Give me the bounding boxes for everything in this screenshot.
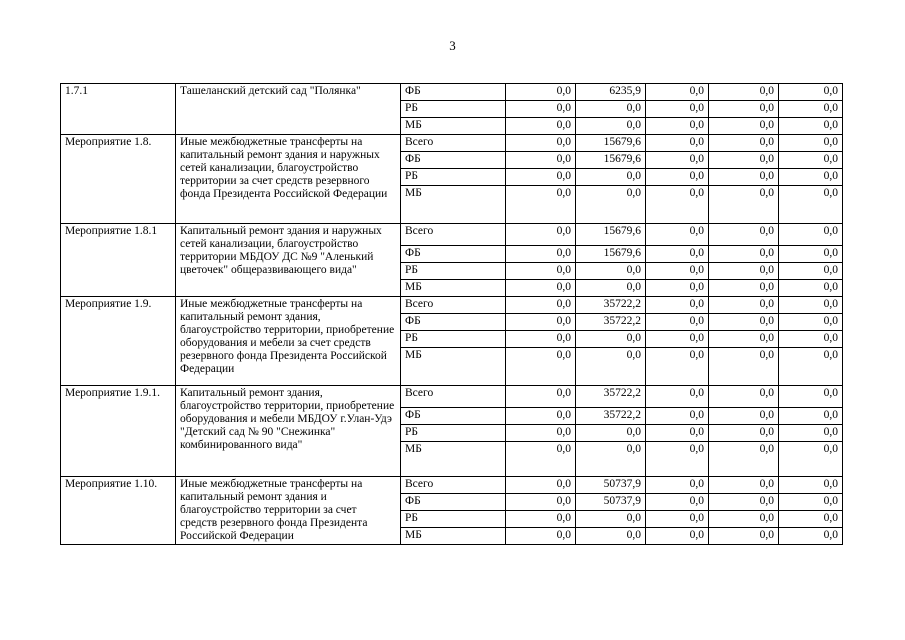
amount-cell: 0,0 [709, 135, 779, 152]
amount-cell: 0,0 [646, 152, 709, 169]
amount-cell: 0,0 [779, 280, 843, 297]
amount-cell: 0,0 [709, 511, 779, 528]
amount-cell: 0,0 [506, 118, 576, 135]
amount-cell: 50737,9 [576, 494, 646, 511]
amount-cell: 0,0 [709, 280, 779, 297]
amount-cell: 0,0 [576, 263, 646, 280]
amount-cell: 0,0 [779, 528, 843, 545]
amount-cell: 0,0 [779, 186, 843, 224]
amount-cell: 0,0 [709, 152, 779, 169]
activity-name-cell: Иные межбюджетные трансферты на капитальный ремонт здания и благоустройство территории за счет средств резервного фонда Президента Российской Федерации [176, 477, 401, 545]
amount-cell: 0,0 [709, 263, 779, 280]
amount-cell: 0,0 [576, 331, 646, 348]
funding-source-cell: МБ [401, 348, 506, 386]
funding-source-cell: РБ [401, 101, 506, 118]
amount-cell: 0,0 [506, 135, 576, 152]
activity-code-cell: Мероприятие 1.10. [61, 477, 176, 545]
amount-cell: 35722,2 [576, 297, 646, 314]
budget-table [60, 83, 843, 545]
table-row [61, 224, 843, 246]
amount-cell: 15679,6 [576, 224, 646, 246]
amount-cell: 0,0 [779, 101, 843, 118]
funding-source-cell: Всего [401, 477, 506, 494]
amount-cell: 0,0 [576, 169, 646, 186]
amount-cell: 0,0 [576, 280, 646, 297]
activity-code-cell: Мероприятие 1.8. [61, 135, 176, 224]
amount-cell: 0,0 [779, 494, 843, 511]
amount-cell: 6235,9 [576, 84, 646, 101]
amount-cell: 0,0 [646, 224, 709, 246]
amount-cell: 0,0 [646, 442, 709, 477]
amount-cell: 0,0 [576, 348, 646, 386]
amount-cell: 0,0 [779, 511, 843, 528]
funding-source-cell: ФБ [401, 246, 506, 263]
amount-cell: 0,0 [709, 494, 779, 511]
amount-cell: 0,0 [506, 314, 576, 331]
amount-cell: 0,0 [779, 135, 843, 152]
amount-cell: 0,0 [646, 169, 709, 186]
amount-cell: 15679,6 [576, 135, 646, 152]
amount-cell: 0,0 [506, 152, 576, 169]
amount-cell: 0,0 [646, 408, 709, 425]
amount-cell: 0,0 [709, 425, 779, 442]
amount-cell: 0,0 [709, 224, 779, 246]
amount-cell: 0,0 [576, 511, 646, 528]
amount-cell: 35722,2 [576, 314, 646, 331]
amount-cell: 0,0 [576, 425, 646, 442]
amount-cell: 0,0 [646, 425, 709, 442]
amount-cell: 0,0 [709, 408, 779, 425]
activity-name-cell: Капитальный ремонт здания и наружных сетей канализации, благоустройство территории МБДОУ ДС №9 "Аленький цветочек" общеразвивающего вида" [176, 224, 401, 297]
amount-cell: 0,0 [709, 442, 779, 477]
amount-cell: 0,0 [506, 263, 576, 280]
amount-cell: 0,0 [779, 169, 843, 186]
amount-cell: 0,0 [646, 348, 709, 386]
amount-cell: 0,0 [779, 442, 843, 477]
funding-source-cell: Всего [401, 386, 506, 408]
amount-cell: 0,0 [576, 442, 646, 477]
amount-cell: 0,0 [576, 528, 646, 545]
budget-table-body [61, 84, 843, 545]
amount-cell: 0,0 [709, 246, 779, 263]
activity-name-cell: Иные межбюджетные трансферты на капитальный ремонт здания и наружных сетей канализации, благоустройство территории за счет средств резервного фонда Президента Российской Федерации [176, 135, 401, 224]
table-row [61, 386, 843, 408]
amount-cell: 0,0 [506, 386, 576, 408]
amount-cell: 0,0 [779, 477, 843, 494]
amount-cell: 0,0 [779, 348, 843, 386]
amount-cell: 35722,2 [576, 408, 646, 425]
amount-cell: 0,0 [779, 263, 843, 280]
funding-source-cell: РБ [401, 425, 506, 442]
funding-source-cell: РБ [401, 169, 506, 186]
amount-cell: 0,0 [779, 425, 843, 442]
amount-cell: 0,0 [646, 477, 709, 494]
funding-source-cell: ФБ [401, 408, 506, 425]
amount-cell: 0,0 [646, 263, 709, 280]
amount-cell: 0,0 [779, 84, 843, 101]
amount-cell: 0,0 [709, 186, 779, 224]
amount-cell: 0,0 [779, 408, 843, 425]
amount-cell: 0,0 [506, 169, 576, 186]
amount-cell: 0,0 [506, 331, 576, 348]
funding-source-cell: ФБ [401, 494, 506, 511]
activity-code-cell: Мероприятие 1.9.1. [61, 386, 176, 477]
amount-cell: 0,0 [506, 224, 576, 246]
funding-source-cell: МБ [401, 186, 506, 224]
amount-cell: 0,0 [646, 186, 709, 224]
amount-cell: 0,0 [709, 118, 779, 135]
activity-name-cell: Иные межбюджетные трансферты на капитальный ремонт здания, благоустройство территории, приобретение оборудования и мебели за счет средств резервного фонда Президента Российской Федерации [176, 297, 401, 386]
amount-cell: 0,0 [506, 101, 576, 118]
amount-cell: 0,0 [506, 280, 576, 297]
amount-cell: 0,0 [506, 494, 576, 511]
amount-cell: 0,0 [506, 442, 576, 477]
amount-cell: 0,0 [646, 528, 709, 545]
amount-cell: 15679,6 [576, 152, 646, 169]
amount-cell: 0,0 [646, 84, 709, 101]
amount-cell: 0,0 [576, 118, 646, 135]
amount-cell: 0,0 [709, 348, 779, 386]
activity-code-cell: 1.7.1 [61, 84, 176, 135]
amount-cell: 0,0 [506, 84, 576, 101]
amount-cell: 0,0 [576, 101, 646, 118]
amount-cell: 0,0 [646, 118, 709, 135]
amount-cell: 0,0 [506, 297, 576, 314]
amount-cell: 0,0 [506, 186, 576, 224]
amount-cell: 0,0 [779, 331, 843, 348]
funding-source-cell: МБ [401, 442, 506, 477]
amount-cell: 35722,2 [576, 386, 646, 408]
table-row [61, 84, 843, 101]
amount-cell: 0,0 [709, 169, 779, 186]
amount-cell: 0,0 [646, 386, 709, 408]
amount-cell: 0,0 [779, 297, 843, 314]
activity-code-cell: Мероприятие 1.9. [61, 297, 176, 386]
page-number: 3 [449, 38, 456, 53]
amount-cell: 0,0 [709, 101, 779, 118]
funding-source-cell: РБ [401, 263, 506, 280]
amount-cell: 0,0 [506, 246, 576, 263]
funding-source-cell: Всего [401, 135, 506, 152]
amount-cell: 0,0 [709, 477, 779, 494]
funding-source-cell: МБ [401, 280, 506, 297]
amount-cell: 0,0 [709, 386, 779, 408]
funding-source-cell: РБ [401, 331, 506, 348]
amount-cell: 0,0 [646, 135, 709, 152]
amount-cell: 0,0 [646, 246, 709, 263]
table-row [61, 477, 843, 494]
amount-cell: 0,0 [709, 331, 779, 348]
table-row [61, 135, 843, 152]
amount-cell: 0,0 [506, 408, 576, 425]
amount-cell: 0,0 [646, 511, 709, 528]
amount-cell: 0,0 [779, 152, 843, 169]
amount-cell: 15679,6 [576, 246, 646, 263]
funding-source-cell: МБ [401, 528, 506, 545]
amount-cell: 0,0 [506, 528, 576, 545]
amount-cell: 0,0 [779, 118, 843, 135]
amount-cell: 0,0 [646, 297, 709, 314]
amount-cell: 0,0 [709, 297, 779, 314]
funding-source-cell: ФБ [401, 152, 506, 169]
amount-cell: 0,0 [646, 280, 709, 297]
amount-cell: 0,0 [779, 224, 843, 246]
amount-cell: 0,0 [506, 348, 576, 386]
funding-source-cell: МБ [401, 118, 506, 135]
amount-cell: 0,0 [646, 494, 709, 511]
amount-cell: 0,0 [646, 101, 709, 118]
funding-source-cell: РБ [401, 511, 506, 528]
activity-code-cell: Мероприятие 1.8.1 [61, 224, 176, 297]
amount-cell: 0,0 [646, 331, 709, 348]
funding-source-cell: ФБ [401, 84, 506, 101]
amount-cell: 0,0 [779, 314, 843, 331]
funding-source-cell: ФБ [401, 314, 506, 331]
amount-cell: 0,0 [709, 314, 779, 331]
amount-cell: 0,0 [506, 477, 576, 494]
funding-source-cell: Всего [401, 224, 506, 246]
amount-cell: 0,0 [709, 84, 779, 101]
amount-cell: 0,0 [779, 386, 843, 408]
activity-name-cell: Ташеланский детский сад "Полянка" [176, 84, 401, 135]
amount-cell: 0,0 [709, 528, 779, 545]
amount-cell: 0,0 [646, 314, 709, 331]
amount-cell: 0,0 [576, 186, 646, 224]
funding-source-cell: Всего [401, 297, 506, 314]
amount-cell: 0,0 [779, 246, 843, 263]
amount-cell: 0,0 [506, 425, 576, 442]
activity-name-cell: Капитальный ремонт здания, благоустройство территории, приобретение оборудования и мебели МБДОУ г.Улан-Удэ "Детский сад № 90 "Снежинка" комбинированного вида" [176, 386, 401, 477]
amount-cell: 50737,9 [576, 477, 646, 494]
amount-cell: 0,0 [506, 511, 576, 528]
table-row [61, 297, 843, 314]
